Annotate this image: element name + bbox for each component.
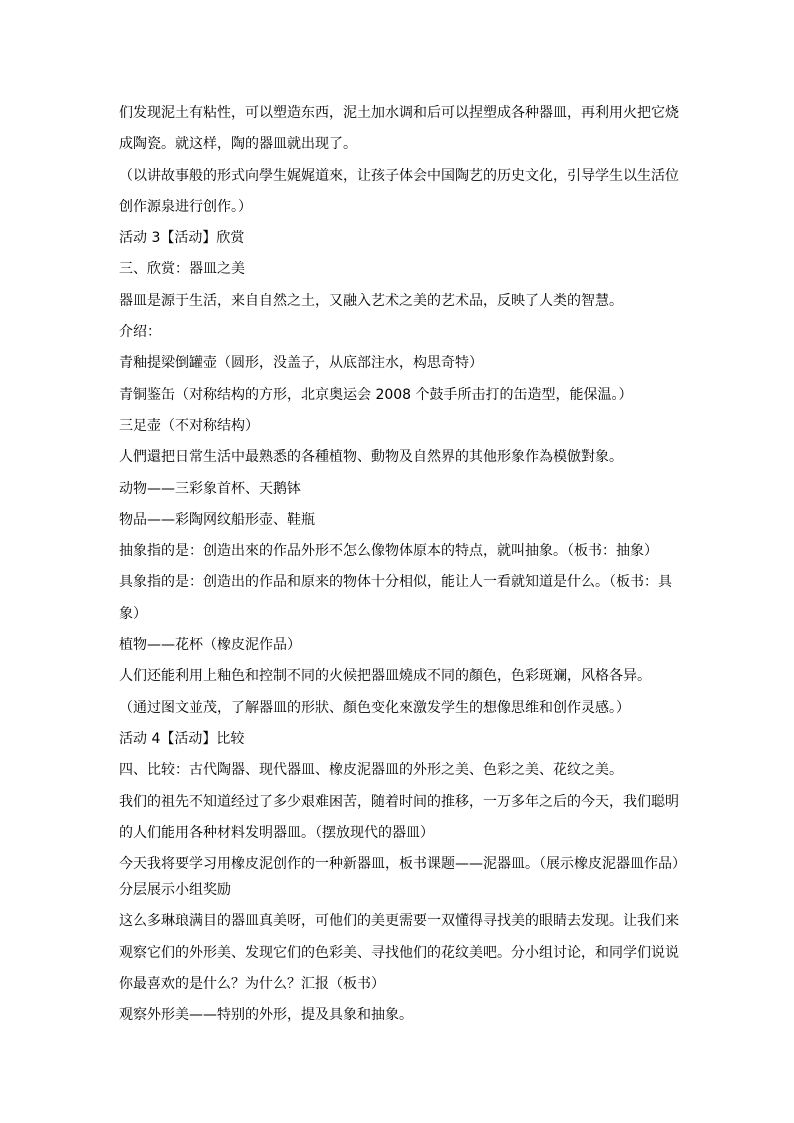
paragraph-line: 具象指的是：创造出的作品和原来的物体十分相似，能让人一看就知道是什么。（板书：具 [119,574,672,591]
activity-heading: 活动 3【活动】欣赏 [119,230,245,247]
paragraph-line: 的人们能用各种材料发明器皿。（摆放现代的器皿） [119,824,434,841]
paragraph-line: 动物——三彩象首杯、天鹅钵 [119,480,301,497]
paragraph-line: 们发现泥土有粘性，可以塑造东西，泥土加水调和后可以捏塑成各种器皿，再利用火把它烧 [119,105,679,121]
section-heading: 四、比较：古代陶器、现代器皿、橡皮泥器皿的外形之美、色彩之美、花纹之美。 [119,762,623,779]
paragraph-line: 人們還把日常生活中最熟悉的各種植物、動物及自然界的其他形象作為模倣對象。 [119,449,623,466]
paragraph-line: 你最喜欢的是什么？为什么？汇报（板书） [119,976,385,993]
paragraph-line: 器皿是源于生活，来自自然之土，又融入艺术之美的艺术品，反映了人类的智慧。 [119,292,623,309]
paragraph-line: 象） [119,605,147,622]
paragraph-line: （通过图文並茂，了解器皿的形狀、顏色变化來激发学生的想像思维和创作灵感。） [119,699,630,716]
paragraph-line: 今天我将要学习用橡皮泥创作的一种新器皿，板书课题——泥器皿。（展示橡皮泥器皿作品） [119,856,686,873]
paragraph-line: 成陶瓷。就这样，陶的器皿就出现了。 [119,136,357,153]
paragraph-line: 这么多琳琅满目的器皿真美呀，可他们的美更需要一双懂得寻找美的眼睛去发现。让我们来 [119,913,679,930]
paragraph-line: 物品——彩陶网纹船形壶、鞋瓶 [119,511,315,528]
activity-heading: 活动 4【活动】比较 [119,730,245,747]
document-body [119,100,686,1034]
paragraph-line: 观察它们的外形美、发现它们的色彩美、寻找他们的花纹美吧。分小组讨论，和同学们说说 [119,944,679,961]
paragraph-line: 青釉提梁倒罐壶（圆形，没盖子，从底部注水，构思奇特） [119,355,483,372]
paragraph-line: 创作源泉进行创作。） [119,198,252,215]
paragraph-line: 介绍： [119,324,161,341]
paragraph-line: 植物——花杯（橡皮泥作品） [119,637,301,654]
paragraph-line: 青铜鉴缶（对称结构的方形，北京奥运会 2008 个鼓手所击打的缶造型，能保温。） [119,386,633,403]
paragraph-line: 抽象指的是：创造出來的作品外形不怎么像物体原本的特点，就叫抽象。（板书：抽象） [119,543,658,560]
paragraph-line: 观察外形美——特别的外形，提及具象和抽象。 [119,1007,413,1024]
section-heading: 三、欣赏：器皿之美 [119,261,245,278]
paragraph-line: 我们的祖先不知道经过了多少艰难困苦，随着时间的推移，一万多年之后的今天，我们聪明 [119,793,679,810]
paragraph-line: 分层展示小组奖励 [119,882,231,899]
paragraph-line: 人们还能利用上釉色和控制不同的火候把器皿燒成不同的顏色，色彩斑斓，风格各异。 [119,668,651,685]
paragraph-line: （以讲故事般的形式向學生娓娓道來，让孩子体会中国陶艺的历史文化，引导学生以生活位 [119,167,679,184]
paragraph-line: 三足壶（不对称结构） [119,417,259,434]
